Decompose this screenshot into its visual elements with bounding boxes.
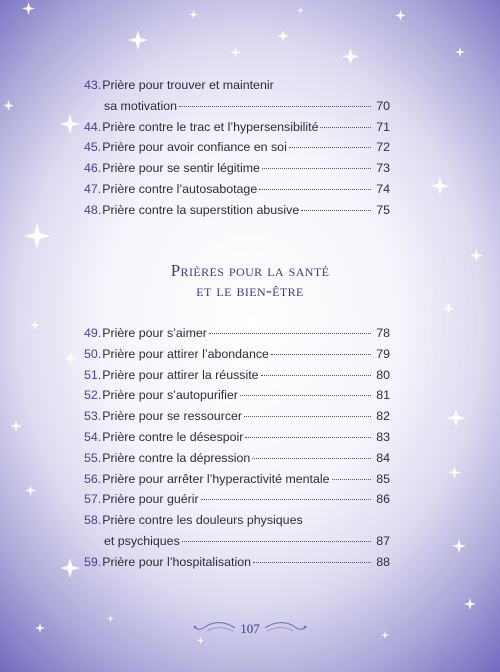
entry-title: Prière pour trouver et maintenir xyxy=(102,78,274,92)
entry-number: 51. xyxy=(84,367,102,382)
star-icon xyxy=(448,466,461,479)
dot-leader xyxy=(332,479,372,480)
dot-leader xyxy=(261,375,371,376)
entry-title: Prière pour attirer l’abondance xyxy=(102,346,269,361)
dot-leader xyxy=(320,127,371,128)
entry-number: 46. xyxy=(84,161,102,176)
star-icon xyxy=(128,30,148,50)
toc-entry-51[interactable] xyxy=(84,365,390,386)
entry-title: Prière contre l’autosabotage xyxy=(102,181,258,196)
entry-title: Prière pour arrêter l’hyperactivité mentale xyxy=(102,471,330,486)
toc-entry-46[interactable] xyxy=(84,158,390,179)
toc-entry-52[interactable] xyxy=(84,385,390,406)
section-heading-line-1: Prières pour la santé xyxy=(170,261,330,280)
entry-number: 57. xyxy=(84,492,102,507)
toc-entry-57[interactable] xyxy=(84,489,390,510)
entry-page: 85 xyxy=(376,471,390,486)
star-icon xyxy=(431,177,449,195)
entry-page: 83 xyxy=(376,429,390,444)
entry-title-continued: et psychiques xyxy=(104,533,180,548)
dot-leader xyxy=(271,354,371,355)
entry-title: Prière pour avoir confiance en soi xyxy=(102,140,287,155)
section-heading-line-2: et le bien-être xyxy=(196,281,304,300)
toc-entry-55[interactable] xyxy=(84,448,390,469)
entry-page: 73 xyxy=(376,161,390,176)
toc-entry-50[interactable] xyxy=(84,344,390,365)
entry-page: 74 xyxy=(376,181,390,196)
star-icon xyxy=(30,320,40,330)
star-icon xyxy=(470,249,483,262)
star-icon xyxy=(22,2,35,15)
toc-entry-43[interactable] xyxy=(84,75,390,117)
star-icon xyxy=(452,539,466,553)
star-icon xyxy=(10,420,22,432)
star-icon xyxy=(464,598,476,610)
star-icon xyxy=(277,30,289,42)
star-icon xyxy=(25,485,36,496)
entry-page: 84 xyxy=(376,450,390,465)
toc-entry-47[interactable] xyxy=(84,179,390,200)
entry-number: 43. xyxy=(84,78,102,92)
entry-number: 49. xyxy=(84,326,102,340)
page-number: 107 xyxy=(240,621,260,636)
entry-page: 71 xyxy=(376,119,390,134)
toc-entry-59[interactable] xyxy=(84,552,390,573)
dot-leader xyxy=(252,458,371,459)
entry-number: 52. xyxy=(84,388,102,403)
entry-number: 47. xyxy=(84,181,102,196)
toc-entry-56[interactable] xyxy=(84,469,390,490)
dot-leader xyxy=(201,499,371,500)
entry-title: Prière pour se ressourcer xyxy=(102,409,243,424)
dot-leader xyxy=(301,210,371,211)
entry-number: 44. xyxy=(84,119,102,134)
dot-leader xyxy=(209,333,371,334)
entry-page: 88 xyxy=(376,554,390,569)
star-icon xyxy=(64,352,77,365)
entry-number: 53. xyxy=(84,409,102,424)
entry-number: 54. xyxy=(84,429,102,444)
entry-number: 59. xyxy=(84,554,102,569)
toc-entry-44[interactable] xyxy=(84,117,390,138)
toc-section-2 xyxy=(84,323,390,573)
entry-page: 75 xyxy=(376,202,390,217)
dot-leader xyxy=(289,147,371,148)
flourish-right-icon xyxy=(263,618,307,638)
dot-leader xyxy=(244,416,371,417)
entry-page: 81 xyxy=(376,388,390,403)
toc-entry-54[interactable] xyxy=(84,427,390,448)
toc-section-1 xyxy=(84,75,390,221)
entry-title: Prière pour se sentir légitime xyxy=(102,161,260,176)
dot-leader xyxy=(262,168,371,169)
entry-title-continued: sa motivation xyxy=(104,98,178,113)
entry-title: Prière contre la superstition abusive xyxy=(102,202,300,217)
entry-number: 48. xyxy=(84,202,102,217)
star-icon xyxy=(60,114,80,134)
dot-leader xyxy=(182,541,371,542)
entry-page: 86 xyxy=(376,492,390,507)
entry-title: Prière contre les douleurs physiques xyxy=(102,513,303,528)
star-icon xyxy=(24,223,50,249)
entry-number: 45. xyxy=(84,140,102,155)
entry-page: 80 xyxy=(376,367,390,382)
entry-page: 72 xyxy=(376,140,390,155)
toc-entry-45[interactable] xyxy=(84,137,390,158)
toc-entry-49[interactable] xyxy=(84,323,390,344)
star-icon xyxy=(297,7,304,14)
entry-title: Prière pour s’autopurifier xyxy=(102,388,238,403)
section-heading xyxy=(0,261,500,301)
star-icon xyxy=(342,48,359,65)
toc-entry-58[interactable] xyxy=(84,510,390,552)
dot-leader xyxy=(259,189,371,190)
star-icon xyxy=(443,303,454,314)
dot-leader xyxy=(240,395,371,396)
entry-title: Prière pour l’hospitalisation xyxy=(102,554,252,569)
entry-title: Prière pour guérir xyxy=(102,492,199,507)
dot-leader xyxy=(245,437,371,438)
star-icon xyxy=(60,558,80,578)
star-icon xyxy=(455,47,465,57)
entry-number: 50. xyxy=(84,346,102,361)
entry-page: 79 xyxy=(376,346,390,361)
star-icon xyxy=(447,409,465,427)
entry-number: 55. xyxy=(84,450,102,465)
entry-title: Prière pour attirer la réussite xyxy=(102,367,259,382)
star-icon xyxy=(189,10,198,19)
toc-entry-48[interactable] xyxy=(84,200,390,221)
entry-title: Prière contre la dépression xyxy=(102,450,251,465)
entry-number: 56. xyxy=(84,471,102,486)
star-icon xyxy=(395,10,406,21)
page-footer xyxy=(0,618,500,642)
entry-page: 87 xyxy=(376,533,390,548)
entry-title: Prière contre le désespoir xyxy=(102,429,244,444)
toc-entry-53[interactable] xyxy=(84,406,390,427)
entry-page: 78 xyxy=(376,326,390,340)
star-icon xyxy=(230,47,241,58)
entry-title: Prière contre le trac et l’hypersensibilité xyxy=(102,119,319,134)
dot-leader xyxy=(253,562,371,563)
entry-title: Prière pour s’aimer xyxy=(102,326,207,340)
entry-page: 70 xyxy=(376,98,390,113)
star-icon xyxy=(3,100,14,111)
entry-page: 82 xyxy=(376,409,390,424)
dot-leader xyxy=(179,106,371,107)
entry-number: 58. xyxy=(84,513,102,528)
